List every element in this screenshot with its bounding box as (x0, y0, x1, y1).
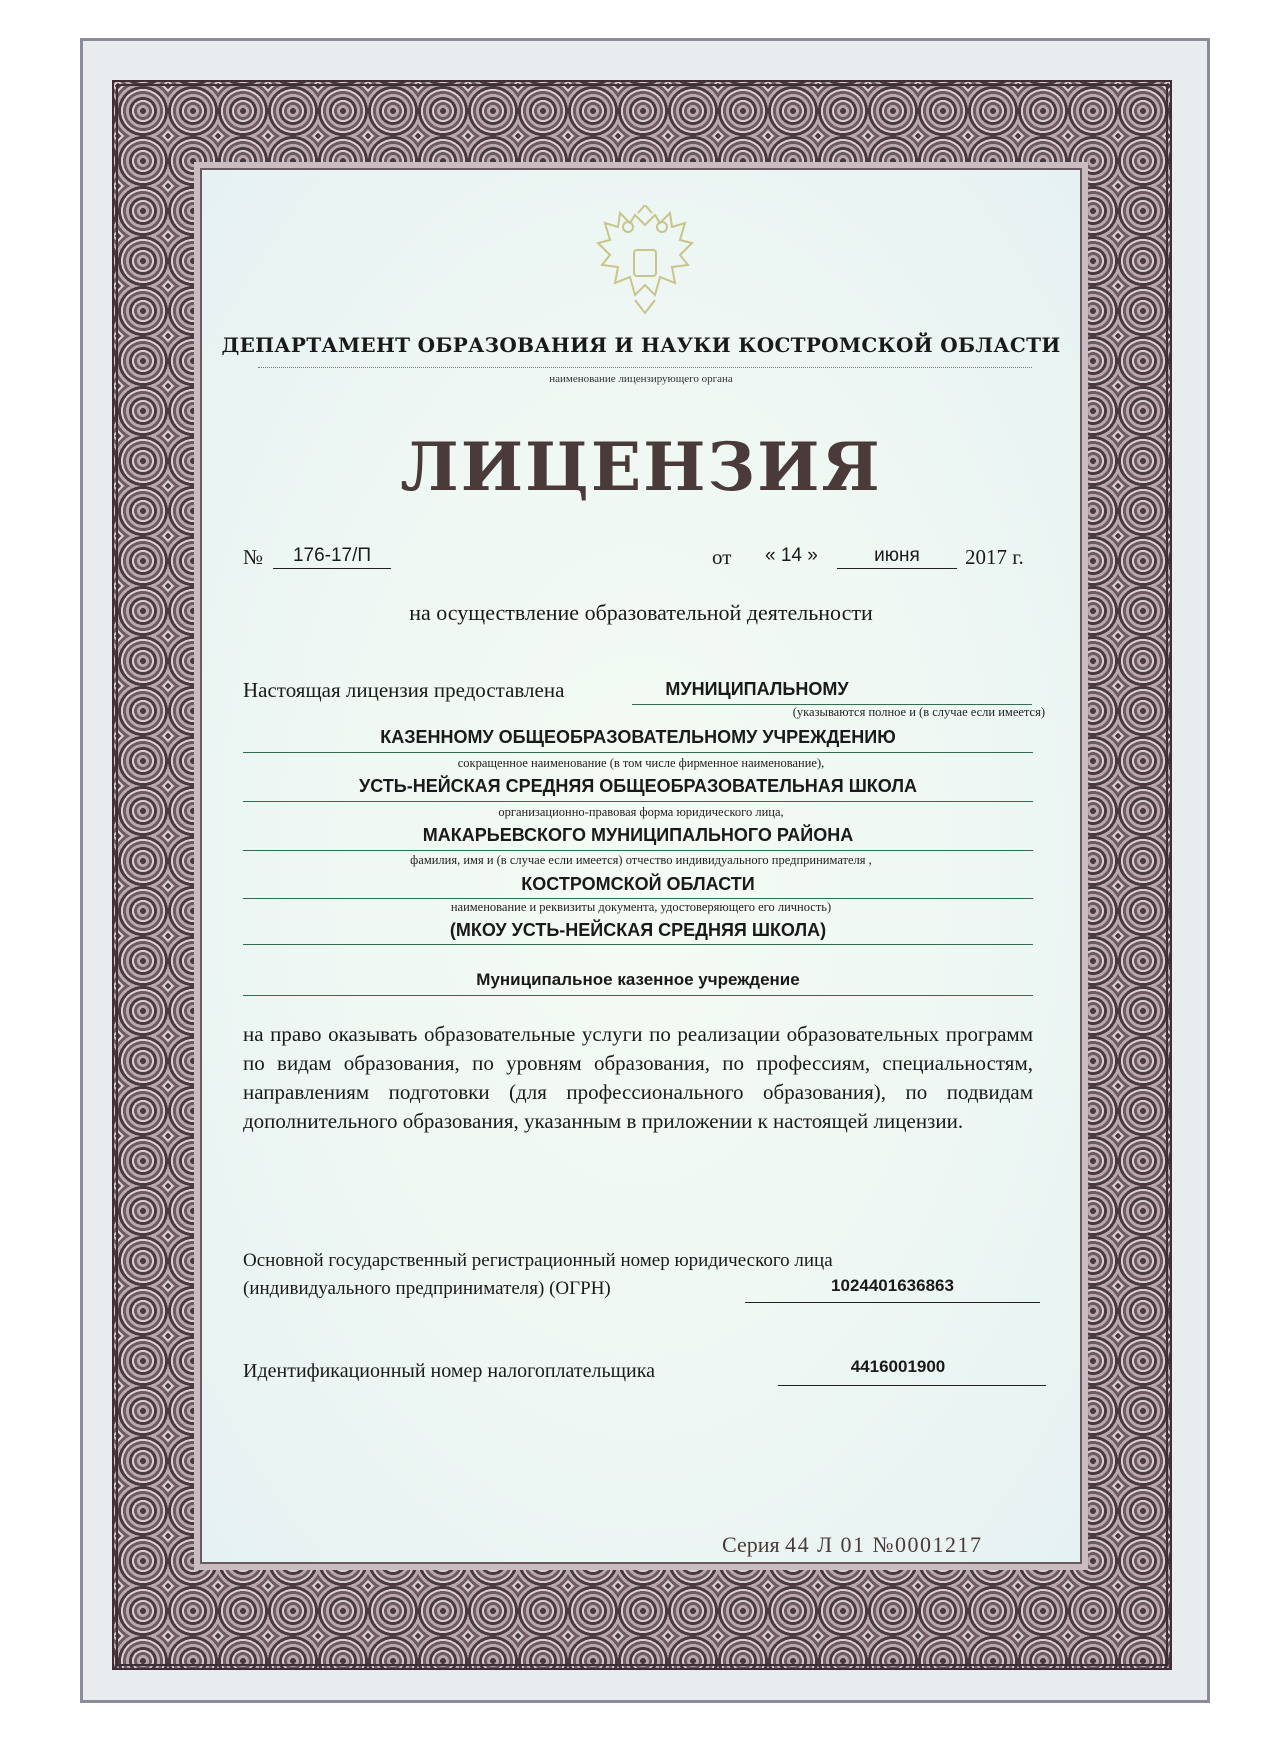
licensee-line-2: КАЗЕННОМУ ОБЩЕОБРАЗОВАТЕЛЬНОМУ УЧРЕЖДЕНИЮ (380, 727, 896, 747)
number-underline (273, 568, 391, 569)
licensee-line-2-underline (243, 752, 1033, 753)
licensee-caption-5: наименование и реквизиты документа, удостоверяющего его личность) (450, 900, 832, 914)
licensee-line-3-underline (243, 801, 1033, 802)
licensee-line-7-underline (243, 995, 1033, 996)
date-label: от (712, 545, 732, 569)
licensing-body-caption: наименование лицензирующего органа (549, 373, 733, 385)
date-month-underline (837, 568, 957, 569)
ogrn-underline (745, 1302, 1040, 1303)
licensee-line-4: МАКАРЬЕВСКОГО МУНИЦИПАЛЬНОГО РАЙОНА (422, 825, 854, 845)
licensee-line-5-underline (243, 898, 1033, 899)
licensee-legal-form: Муниципальное казенное учреждение (476, 970, 800, 989)
date-month: июня (874, 545, 920, 566)
document-title: ЛИЦЕНЗИЯ (400, 428, 882, 506)
ogrn-label-line-1: Основной государственный регистрационный номер юридического лица (243, 1250, 833, 1271)
coat-of-arms-icon (590, 205, 700, 320)
series-value: 44 Л 01 №0001217 (785, 1532, 983, 1557)
inn-underline (778, 1385, 1046, 1386)
licensee-short-name: (МКОУ УСТЬ-НЕЙСКАЯ СРЕДНЯЯ ШКОЛА) (449, 920, 827, 940)
license-scope: на право оказывать образовательные услуги по реализации образовательных программ по видам образования, по уровням образования, по профессиям, специальностям, направлениям подготовки (для профессионального образования), по подвидам дополнительного образования, указанным в приложении к настоящей лицензии. (243, 1022, 1033, 1133)
number-label: № (243, 545, 264, 569)
licensee-line-6-underline (243, 944, 1033, 945)
inn-label: Идентификационный номер налогоплательщика (243, 1360, 656, 1382)
licensee-line-5: КОСТРОМСКОЙ ОБЛАСТИ (521, 874, 755, 894)
licensee-caption-1: (указываются полное и (в случае если имеется) (792, 705, 1045, 719)
licensee-line-3: УСТЬ-НЕЙСКАЯ СРЕДНЯЯ ОБЩЕОБРАЗОВАТЕЛЬНАЯ ШКОЛА (359, 776, 917, 796)
date-day: « 14 » (765, 545, 818, 566)
license-number: 176-17/П (292, 545, 372, 566)
licensee-caption-3: организационно-правовая форма юридического лица, (498, 805, 784, 819)
date-year: 2017 г. (965, 545, 1024, 569)
licensee-caption-2: сокращенное наименование (в том числе фирменное наименование), (457, 756, 825, 770)
licensing-body-underline (258, 367, 1032, 368)
licensee-caption-4: фамилия, имя и (в случае если имеется) отчество индивидуального предпринимателя , (410, 853, 872, 867)
series-number (722, 1532, 983, 1558)
license-purpose: на осуществление образовательной деятельности (409, 600, 873, 625)
licensing-body-name: ДЕПАРТАМЕНТ ОБРАЗОВАНИЯ И НАУКИ КОСТРОМСКОЙ ОБЛАСТИ (221, 333, 1061, 357)
licensee-line-1: МУНИЦИПАЛЬНОМУ (665, 679, 849, 699)
licensee-line-4-underline (243, 850, 1033, 851)
series-label: Серия (722, 1532, 780, 1557)
ogrn-value: 1024401636863 (831, 1276, 954, 1295)
inn-value: 4416001900 (850, 1357, 946, 1376)
ogrn-label-line-2: (индивидуального предпринимателя) (ОГРН) (243, 1278, 611, 1299)
licensee-intro: Настоящая лицензия предоставлена (243, 678, 565, 702)
